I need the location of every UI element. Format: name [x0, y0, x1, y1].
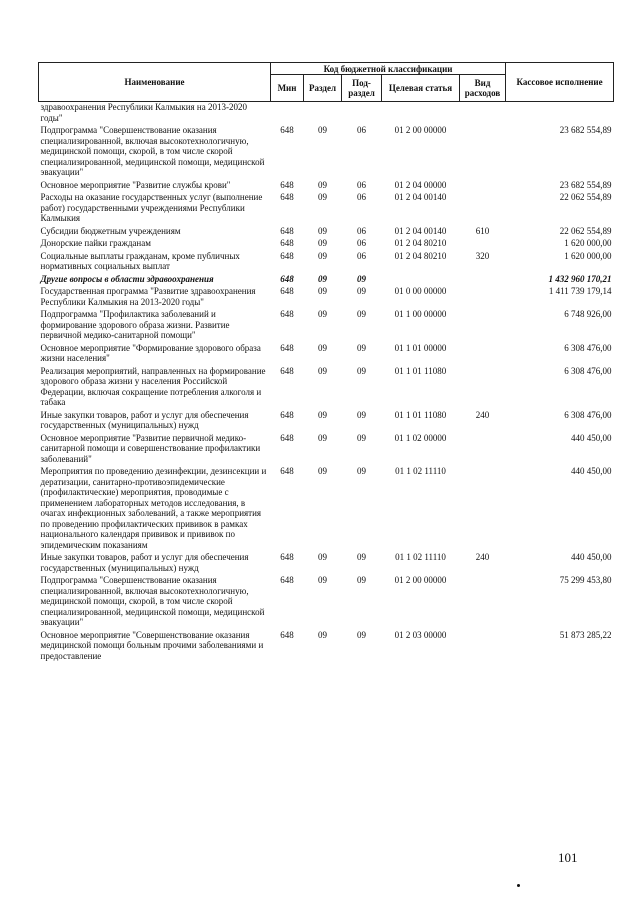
row-name: Другие вопросы в области здравоохранения: [40, 273, 214, 284]
table-row: [39, 366, 614, 410]
row-name: Реализация мероприятий, направленных на формирование здорового образа жизни у населения Российской Федерации, включая сокращение потребления алкоголя и табака: [40, 365, 266, 407]
row-vid: [460, 192, 506, 226]
row-min: 648: [280, 432, 294, 443]
row-razdel: 09: [318, 238, 327, 248]
row-name: Основное мероприятие "Развитие первичной медико-санитарной помощи и совершенствование профилактики заболеваний": [40, 432, 261, 464]
row-celevaya: 01 0 00 00000: [394, 286, 447, 296]
row-podrazdel: 09: [357, 309, 366, 319]
scan-dot-mark: [517, 884, 520, 887]
table-row: [39, 251, 614, 274]
row-vid: [460, 125, 506, 180]
row-name: Иные закупки товаров, работ и услуг для обеспечения государственных (муниципальных) нужд: [40, 409, 249, 430]
table-row: [39, 102, 614, 126]
row-name: Иные закупки товаров, работ и услуг для обеспечения государственных (муниципальных) нужд: [40, 552, 249, 573]
row-razdel: 09: [318, 225, 327, 236]
table-row: [39, 410, 614, 433]
table-row: [39, 274, 614, 287]
table-row: [39, 286, 614, 309]
row-vid: [460, 343, 506, 366]
row-amount: 23 682 554,89: [559, 125, 612, 135]
row-celevaya: 01 2 04 80210: [394, 238, 447, 248]
row-name: Подпрограмма "Совершенствование оказания специализированной, включая высокотехнологичную, медицинской помощи, скорой, в том числе скорой специализированной, медицинской помощи, медицинской эвакуации": [40, 125, 265, 177]
row-amount: 6 308 476,00: [564, 342, 612, 353]
row-podrazdel: 06: [357, 192, 366, 202]
row-podrazdel: [342, 102, 382, 126]
header-budget-code-group: Код бюджетной классификации: [271, 63, 506, 75]
row-vid: [460, 309, 506, 343]
row-vid: [460, 366, 506, 410]
row-razdel: 09: [318, 250, 327, 261]
row-vid: [460, 433, 506, 467]
row-razdel: 09: [318, 342, 327, 353]
row-podrazdel: 06: [357, 125, 366, 135]
row-celevaya: 01 1 00 00000: [394, 309, 447, 319]
table-row: [39, 630, 614, 664]
table-row: [39, 125, 614, 180]
row-vid: [460, 180, 506, 193]
table-row: [39, 309, 614, 343]
row-razdel: 09: [318, 432, 327, 443]
row-razdel: 09: [318, 179, 327, 190]
row-amount: 440 450,00: [571, 552, 612, 562]
page-number: 101: [558, 850, 578, 865]
row-amount: 51 873 285,22: [559, 629, 612, 640]
row-amount: 23 682 554,89: [559, 179, 612, 190]
row-vid: 320: [475, 250, 490, 261]
row-razdel: 09: [318, 365, 327, 376]
row-min: 648: [280, 250, 294, 261]
row-name: Социальные выплаты гражданам, кроме публичных нормативных социальных выплат: [40, 250, 240, 271]
row-min: 648: [280, 125, 294, 135]
row-name: Субсидии бюджетным учреждениям: [40, 225, 181, 236]
header-celevaya: Целевая статья: [382, 75, 460, 102]
row-podrazdel: 09: [357, 552, 366, 562]
header-name: Наименование: [39, 63, 271, 102]
row-min: 648: [280, 409, 294, 420]
table-header: [39, 63, 614, 102]
row-podrazdel: 09: [357, 432, 366, 443]
row-min: 648: [280, 365, 294, 376]
row-podrazdel: 06: [357, 225, 366, 236]
row-amount: 1 620 000,00: [564, 250, 612, 261]
row-podrazdel: 09: [357, 365, 366, 376]
row-amount: 1 432 960 170,21: [548, 273, 612, 284]
row-min: 648: [280, 552, 294, 562]
row-celevaya: 01 2 03 00000: [394, 629, 447, 640]
row-min: 648: [280, 342, 294, 353]
table-row: [39, 238, 614, 251]
row-vid: [460, 238, 506, 251]
row-min: 648: [280, 309, 294, 319]
header-razdel: Раздел: [304, 75, 342, 102]
row-name: Основное мероприятие "Совершенствование оказания медицинской помощи больным прочими заболеваниями и предоставление: [40, 629, 264, 661]
row-celevaya: 01 2 00 00000: [394, 575, 447, 585]
row-podrazdel: 09: [357, 342, 366, 353]
row-name: Государственная программа "Развитие здравоохранения Республики Калмыкия на 2013-2020 годы": [40, 286, 256, 307]
row-razdel: 09: [318, 286, 327, 296]
row-razdel: 09: [318, 466, 327, 476]
row-celevaya: 01 1 01 11080: [394, 409, 447, 420]
table-row: [39, 180, 614, 193]
row-celevaya: [382, 274, 460, 287]
table-row: [39, 466, 614, 552]
row-vid: 240: [475, 409, 490, 420]
row-name: здравоохранения Республики Калмыкия на 2013-2020 годы": [40, 102, 247, 123]
row-vid: [460, 575, 506, 630]
table-row: [39, 575, 614, 630]
row-min: 648: [280, 286, 294, 296]
row-vid: [460, 466, 506, 552]
row-min: 648: [280, 273, 294, 284]
row-celevaya: 01 1 01 00000: [394, 342, 447, 353]
row-vid: [460, 630, 506, 664]
row-amount: 22 062 554,89: [559, 225, 612, 236]
row-name: Подпрограмма "Профилактика заболеваний и формирование здорового образа жизни. Развитие первичной медико-санитарной помощи": [40, 309, 230, 340]
budget-table: [38, 62, 614, 663]
row-amount: 6 308 476,00: [564, 365, 612, 376]
row-razdel: 09: [318, 629, 327, 640]
row-podrazdel: 09: [357, 273, 366, 284]
row-razdel: 09: [318, 575, 327, 585]
table-row: [39, 552, 614, 575]
row-vid: 240: [475, 552, 490, 562]
row-celevaya: [382, 102, 460, 126]
row-amount: 6 308 476,00: [564, 409, 612, 420]
row-name: Подпрограмма "Совершенствование оказания специализированной, включая высокотехнологичную, медицинской помощи, скорой, в том числе скорой специализированной, медицинской помощи, медицинской эвакуации": [40, 575, 265, 627]
row-min: 648: [280, 238, 294, 248]
row-vid: [460, 102, 506, 126]
row-min: 648: [280, 179, 294, 190]
row-razdel: [304, 102, 342, 126]
row-vid: [460, 286, 506, 309]
row-name: Основное мероприятие "Формирование здорового образа жизни населения": [40, 342, 261, 363]
row-celevaya: 01 1 02 11110: [395, 466, 446, 476]
row-amount: 1 411 739 179,14: [548, 286, 612, 296]
row-name: Расходы на оказание государственных услуг (выполнение работ) государственными учреждениями Республики Калмыкия: [40, 192, 263, 223]
row-name: Донорские пайки гражданам: [40, 238, 151, 248]
row-amount: 6 748 926,00: [564, 309, 612, 319]
row-celevaya: 01 2 04 00140: [394, 225, 447, 236]
row-razdel: 09: [318, 309, 327, 319]
row-vid: 610: [475, 225, 490, 236]
table-body: [39, 102, 614, 664]
row-min: 648: [280, 629, 294, 640]
row-razdel: 09: [318, 409, 327, 420]
row-min: [271, 102, 304, 126]
row-celevaya: 01 2 00 00000: [394, 125, 447, 135]
row-amount: 440 450,00: [571, 432, 612, 443]
row-amount: 75 299 453,80: [559, 575, 612, 585]
row-podrazdel: 09: [357, 629, 366, 640]
row-min: 648: [280, 225, 294, 236]
row-podrazdel: 09: [357, 286, 366, 296]
row-name: Мероприятия по проведению дезинфекции, дезинсекции и дератизации, санитарно-противоэпидемические (профилактические) мероприятия, проводимые с применением лабораторных методов исследования, в очагах инфекционных заболеваний, а также мероприятия по проведению профилактических прививок в рамках национального календаря прививок и прививок по эпидемическим показаниям: [40, 466, 267, 550]
row-amount: [506, 102, 614, 126]
row-celevaya: 01 1 02 00000: [394, 432, 447, 443]
table-row: [39, 433, 614, 467]
row-razdel: 09: [318, 273, 327, 284]
row-vid: [460, 274, 506, 287]
table-row: [39, 192, 614, 226]
row-podrazdel: 09: [357, 409, 366, 420]
header-podrazdel: Под-раздел: [342, 75, 382, 102]
row-podrazdel: 09: [357, 466, 366, 476]
row-celevaya: 01 1 01 11080: [394, 365, 447, 376]
row-razdel: 09: [318, 125, 327, 135]
row-razdel: 09: [318, 192, 327, 202]
row-celevaya: 01 2 04 00000: [394, 179, 447, 190]
row-amount: 1 620 000,00: [564, 238, 612, 248]
table-row: [39, 343, 614, 366]
row-podrazdel: 09: [357, 575, 366, 585]
row-name: Основное мероприятие "Развитие службы крови": [40, 179, 231, 190]
row-amount: 22 062 554,89: [559, 192, 612, 202]
header-kassovoe: Кассовое исполнение: [506, 63, 614, 102]
row-podrazdel: 06: [357, 250, 366, 261]
row-min: 648: [280, 466, 294, 476]
row-razdel: 09: [318, 552, 327, 562]
header-vid: Вид расходов: [460, 75, 506, 102]
table-row: [39, 226, 614, 239]
row-celevaya: 01 2 04 00140: [394, 192, 447, 202]
row-celevaya: 01 1 02 11110: [395, 552, 446, 562]
row-podrazdel: 06: [357, 238, 366, 248]
row-celevaya: 01 2 04 80210: [394, 250, 447, 261]
header-min: Мин: [271, 75, 304, 102]
row-amount: 440 450,00: [571, 466, 612, 476]
row-min: 648: [280, 192, 294, 202]
row-min: 648: [280, 575, 294, 585]
row-podrazdel: 06: [357, 179, 366, 190]
